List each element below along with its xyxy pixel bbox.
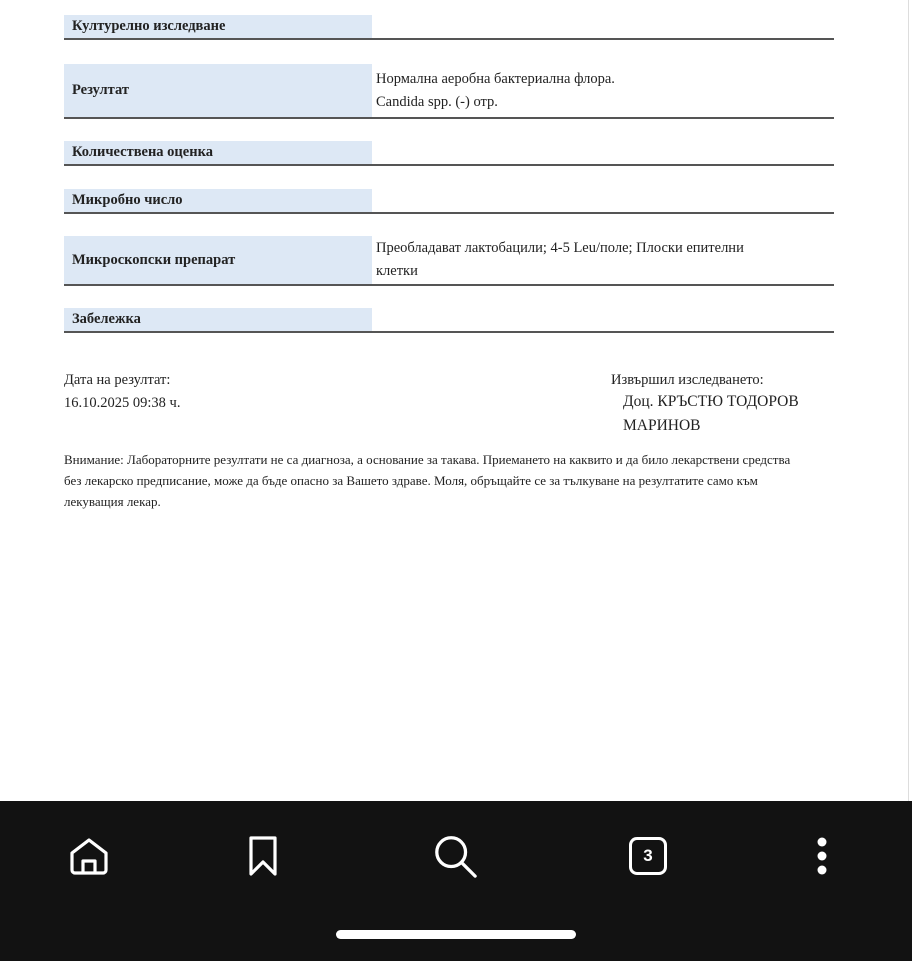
row-label: Микроскопски препарат: [64, 236, 372, 284]
tab-count: 3: [629, 837, 667, 875]
date-value: 16.10.2025 09:38 ч.: [64, 395, 181, 411]
date-label: Дата на резултат:: [64, 372, 171, 388]
performer-name-2: МАРИНОВ: [623, 417, 701, 434]
tabs-button[interactable]: [625, 833, 671, 879]
search-button[interactable]: [432, 833, 478, 879]
more-vertical-icon: [812, 834, 832, 878]
row-label: Забележка: [64, 308, 372, 331]
row-note: [64, 308, 834, 333]
row-result: [64, 64, 834, 119]
bookmark-icon: [241, 834, 285, 878]
row-value: Нормална аеробна бактериална флора.: [376, 70, 615, 87]
home-indicator[interactable]: [336, 930, 576, 939]
row-culture: [64, 15, 834, 40]
warning-text: Внимание: Лабораторните резултати не са диагноза, а основание за такава. Приемането на каквито и да било лекарствени средства без лекарско предписание, може да бъде опасно за Вашето здраве. Моля, обръщайте се за тълкуване на резултатите само към лекуващия лекар.: [64, 452, 791, 509]
row-quantitative: [64, 141, 834, 166]
row-microbial-count: [64, 189, 834, 214]
search-icon: [432, 832, 478, 880]
row-label: Резултат: [64, 64, 372, 117]
row-label: Микробно число: [64, 189, 372, 212]
row-value: Candida spp. (-) отр.: [376, 93, 498, 110]
row-value: клетки: [376, 263, 418, 279]
home-button[interactable]: [66, 833, 112, 879]
performer-label: Извършил изследването:: [611, 372, 764, 388]
menu-button[interactable]: [799, 833, 845, 879]
bookmark-button[interactable]: [240, 833, 286, 879]
row-microscopy: [64, 236, 834, 286]
row-value: Преобладават лактобацили; 4-5 Leu/поле; Плоски епителни: [376, 240, 744, 256]
home-icon: [67, 834, 111, 878]
row-label: Количествена оценка: [64, 141, 372, 164]
performer-name: Доц. КРЪСТЮ ТОДОРОВ: [623, 393, 799, 410]
row-label: Културелно изследване: [64, 15, 372, 38]
scrollbar-edge: [908, 0, 909, 801]
